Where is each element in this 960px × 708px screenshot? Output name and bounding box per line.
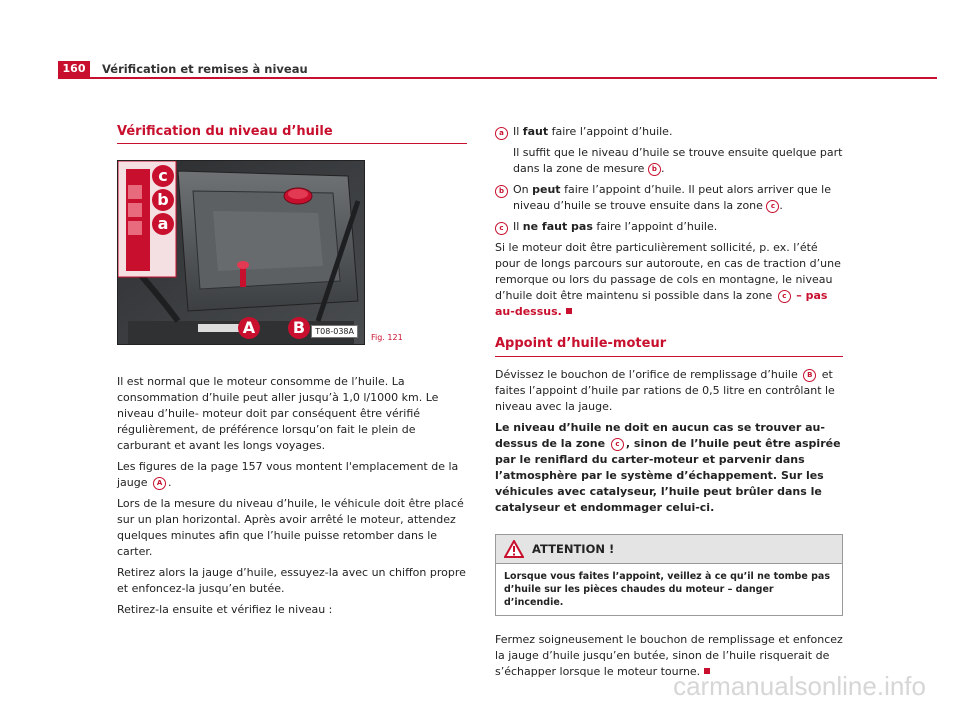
item-text: Il: [513, 220, 523, 233]
item-text: .: [660, 162, 665, 175]
figure-label-a: a: [152, 213, 174, 235]
attention-body: Lorsque vous faites l’appoint, veillez à ce qu’il ne tombe pas d’huile sur les pièces chaudes du moteur – danger d’incendie.: [504, 571, 830, 608]
item-text: Il suffit que le niveau d’huile se trouve ensuite quelque part dans la zone de mesure: [513, 146, 843, 175]
figure-label-c: c: [152, 165, 174, 187]
section-title-oil-level: Vérification du niveau d’huile: [117, 124, 333, 139]
paragraph-text: .: [168, 476, 172, 489]
item-text: faire l’appoint d’huile.: [548, 125, 673, 138]
engine-illustration: [118, 161, 364, 344]
reference-badge: b: [495, 185, 508, 198]
item-text-bold: peut: [532, 183, 561, 196]
paragraph: Il est normal que le moteur consomme de l’huile. La consommation d’huile peut aller jusqu’à 1,0 l/1000 km. Le niveau d’huile- moteur doit par conséquent être vérifié régulièrement, de préférence lorsqu’on fait le plein de carburant et avant les longs voyages.: [117, 375, 439, 452]
reference-badge: B: [803, 369, 816, 382]
warning-paragraph: [495, 420, 845, 516]
paragraph-text: Fermez soigneusement le bouchon de remplissage et enfoncez la jauge d’huile jusqu’en butée, sinon de l’huile risquerait de s’échapper lorsque le moteur tourne.: [495, 633, 843, 678]
paragraph: [495, 367, 845, 415]
section-title-oil-top-up: Appoint d’huile-moteur: [495, 336, 667, 351]
paragraph-text: Dévissez le bouchon de l’orifice de remplissage d’huile: [495, 368, 798, 381]
reference-badge: c: [495, 222, 508, 235]
item-text-bold: faut: [522, 125, 549, 138]
page-number: 160: [58, 61, 90, 77]
cross-reference-link[interactable]: – pas au-dessus.: [495, 289, 828, 318]
item-text: faire l’appoint d’huile. Il peut alors arriver que le niveau d’huile se trouve ensuite dans la zone: [513, 183, 832, 212]
figure-label-A: A: [238, 317, 260, 339]
attention-header: [496, 535, 842, 564]
reference-badge: b: [648, 163, 661, 176]
figure-code: T08-038A: [311, 325, 358, 338]
list-item-a: [495, 124, 845, 177]
figure-caption: Fig. 121: [371, 333, 403, 342]
item-text: faire l’appoint d’huile.: [592, 220, 718, 233]
engine-figure: [117, 160, 365, 345]
paragraph-text: Le niveau d’huile ne doit en aucun cas se trouver au-dessus de la zone: [495, 421, 825, 450]
paragraph: Lors de la mesure du niveau d’huile, le véhicule doit être placé sur un plan horizontal. Après avoir arrêté le moteur, attendez quelques minutes afin que l’huile puisse retomber dans le carter.: [117, 497, 464, 558]
item-text: On: [513, 183, 533, 196]
watermark: carmanualsonline.info: [673, 671, 926, 701]
paragraph: [117, 459, 467, 491]
right-column-text: [495, 124, 845, 685]
figure-label-B: B: [288, 317, 310, 339]
reference-badge: c: [766, 200, 779, 213]
item-text: Il: [513, 125, 523, 138]
item-text-bold: ne faut pas: [522, 220, 593, 233]
section-divider: [495, 356, 843, 357]
paragraph-text: Les figures de la page 157 vous montent l'emplacement de la jauge: [117, 460, 459, 489]
section-divider: [117, 143, 467, 144]
end-marker-icon: [566, 308, 572, 314]
paragraph-text: , sinon de l’huile peut être aspirée par le reniflard du carter-moteur et parvenir dans l’atmosphère par le système d’échappement. Sur les véhicules avec catalyseur, l’huile peut brûler dans le catalyseur et endommager celui-ci.: [495, 437, 841, 514]
list-item-c: [495, 219, 845, 235]
attention-box: [495, 534, 843, 616]
reference-badge: A: [153, 477, 166, 490]
header-divider: [58, 77, 937, 79]
attention-title: ATTENTION !: [532, 542, 615, 556]
figure-label-b: b: [152, 189, 174, 211]
paragraph-text: Si le moteur doit être particulièrement sollicité, p. ex. l’été pour de longs parcours sur autoroute, en cas de traction d’une remorque ou lors du passage de cols en montagne, le niveau d’huile doit être maintenu si possible dans la zone: [495, 241, 841, 302]
reference-badge: c: [778, 290, 791, 303]
paragraph: Retirez-la ensuite et vérifiez le niveau :: [117, 603, 333, 616]
page-header-title: Vérification et remises à niveau: [102, 62, 308, 76]
item-text: .: [779, 199, 783, 212]
paragraph-text: et faites l’appoint d’huile par rations de 0,5 litre en contrôlant le niveau avec la jauge.: [495, 368, 835, 413]
paragraph: Retirez alors la jauge d’huile, essuyez-la avec un chiffon propre et enfoncez-la jusqu’en butée.: [117, 566, 466, 595]
warning-triangle-icon: [504, 540, 524, 558]
reference-badge: a: [495, 127, 508, 140]
list-item-b: [495, 182, 845, 214]
left-column-text: [117, 374, 467, 623]
paragraph: [495, 240, 845, 320]
reference-badge: c: [611, 438, 624, 451]
item-subtext: [513, 145, 845, 177]
